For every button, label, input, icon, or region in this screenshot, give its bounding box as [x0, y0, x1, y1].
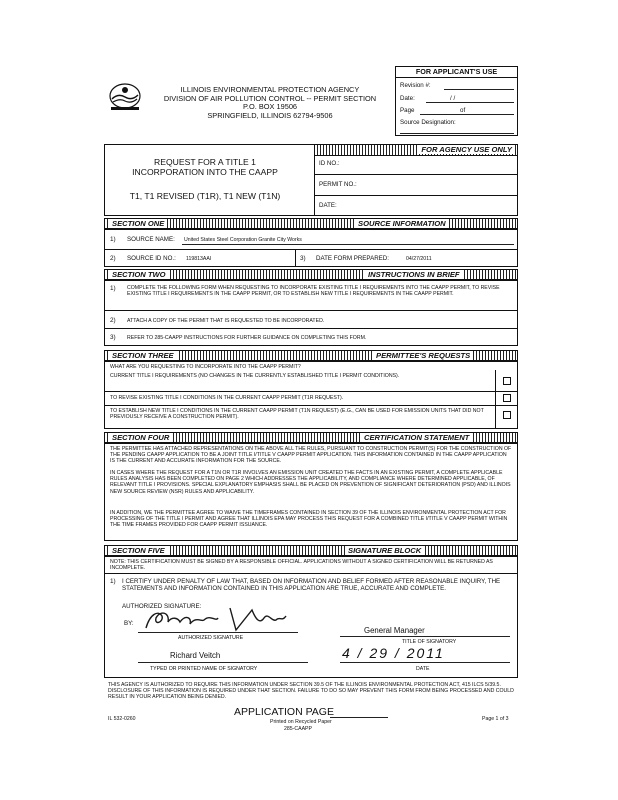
option-current-title1-checkbox[interactable] — [503, 377, 511, 385]
section-four-header: SECTION FOUR CERTIFICATION STATEMENT — [104, 432, 518, 443]
id-no-label: ID NO.: — [319, 160, 340, 167]
section-one-title: SOURCE INFORMATION — [355, 219, 449, 228]
request-title-line1: REQUEST FOR A TITLE 1 — [154, 157, 256, 167]
section-three-header: SECTION THREE PERMITTEE'S REQUESTS — [104, 350, 518, 361]
certification-paragraph-1: THE PERMITTEE HAS ATTACHED REPRESENTATIONS ON THE ABOVE ALL THE RULES, PURSUANT TO CONSTRUCTION PERMIT(S) FOR THE CONSTRUCTION OF THE PENDING CAAPP APPLICATION TO BE A JOINT TITLE I/TITLE V CAAPP PERMIT APPLICATION. THIS INFORMATION CONTAINED IN THE CAAPP APPLICATION IS THE CURRENT AND ACCURATE INFORMATION FOR THE SOURCE. — [110, 446, 512, 465]
source-name-label: SOURCE NAME: — [127, 236, 175, 243]
section-four-title: CERTIFICATION STATEMENT — [361, 433, 472, 442]
signature-date-value[interactable]: 4 / 29 / 2011 — [342, 645, 445, 661]
agency-date-label: DATE: — [319, 202, 337, 209]
revision-label: Revision #: — [400, 82, 431, 89]
source-name-value[interactable]: United States Steel Corporation Granite City Works — [184, 237, 302, 243]
request-title-line2: INCORPORATION INTO THE CAAPP — [132, 167, 278, 177]
request-title-line3: T1, T1 REVISED (T1R), T1 NEW (T1N) — [129, 191, 281, 201]
certification-paragraph-2: IN CASES WHERE THE REQUEST FOR A T1N OR T1R INVOLVES AN EMISSION UNIT CREATED THE FACTS IN AN EXISTING PERMIT, A COMPLETE APPLICABLE RULES ANALYSIS HAS BEEN COMPLETED ON PAGE 2 WHICH ADDRESSES THE APPLICABILITY, AND COMPLIANCE WHERE DETERMINED APPLICABLE, OF RELEVANT TITLE I PROVISIONS. SPECIAL EXPLANATORY EMPHASIS SHALL BE PLACED ON PREVENTION OF SIGNIFICANT DETERIORATION (PSD) AND ILLINOIS NEW SOURCE REVIEW (NSR) RULES AND APPLICABILITY. — [110, 470, 511, 495]
section-one-header: SECTION ONE SOURCE INFORMATION — [104, 218, 518, 229]
signatory-name-label: TYPED OR PRINTED NAME OF SIGNATORY — [150, 666, 258, 672]
agency-use-box — [314, 144, 518, 216]
form-reference: 285-CAAPP — [284, 726, 312, 732]
page-of-pages: Page 1 of 3 — [482, 716, 509, 722]
date-prepared-label: DATE FORM PREPARED: — [316, 255, 389, 262]
option-t1n-checkbox[interactable] — [503, 411, 511, 419]
instruction-2: ATTACH A COPY OF THE PERMIT THAT IS REQUESTED TO BE INCORPORATED. — [127, 318, 325, 324]
applicant-date-slashes: / / — [450, 95, 456, 102]
section-three-title: PERMITTEE'S REQUESTS — [373, 351, 473, 360]
authorized-signature-label: AUTHORIZED SIGNATURE — [178, 635, 244, 641]
signature-image — [140, 604, 290, 634]
section-two-title: INSTRUCTIONS IN BRIEF — [365, 270, 463, 279]
permit-no-label: PERMIT NO.: — [319, 181, 357, 188]
section-five-header: SECTION FIVE SIGNATURE BLOCK — [104, 545, 518, 556]
instruction-1: COMPLETE THE FOLLOWING FORM WHEN REQUESTING TO INCORPORATE EXISTING TITLE I REQUIREMENTS INTO THE CAAPP PERMIT, TO REVISE EXISTING TITLE I REQUIREMENTS IN THE CAAPP PERMIT, OR TO ESTABLISH NEW TITLE I REQUIREMENTS IN THE CAAPP PERMIT. — [127, 285, 500, 298]
page-of-label: of — [460, 107, 466, 114]
agency-name: ILLINOIS ENVIRONMENTAL PROTECTION AGENCY — [180, 85, 360, 94]
agency-use-title: FOR AGENCY USE ONLY — [418, 145, 515, 154]
po-box: P.O. BOX 19506 — [242, 102, 298, 112]
by-label: BY: — [124, 620, 134, 627]
section-two-header: SECTION TWO INSTRUCTIONS IN BRIEF — [104, 269, 518, 280]
recycled-paper-note: Printed on Recycled Paper — [270, 719, 332, 725]
source-id-value[interactable]: 119813AAI — [186, 256, 212, 262]
option-t1r-checkbox[interactable] — [503, 394, 511, 402]
signatory-title-value[interactable]: General Manager — [364, 626, 425, 635]
option-t1n: TO ESTABLISH NEW TITLE I CONDITIONS IN THE CURRENT CAAPP PERMIT (T1N REQUEST) (E.G., CAN BE USED FOR EMISSION UNITS THAT DID NOT PREVIOUSLY RECEIVE A CONSTRUCTION PERMIT). — [110, 408, 484, 421]
signatory-name-value[interactable]: Richard Veitch — [170, 651, 221, 660]
applicant-date-label: Date: — [400, 95, 415, 102]
section-five-title: SIGNATURE BLOCK — [345, 546, 424, 555]
signatory-title-label: TITLE OF SIGNATORY — [402, 639, 457, 645]
division-name: DIVISION OF AIR POLLUTION CONTROL -- PERMIT SECTION — [163, 93, 377, 103]
source-designation-label: Source Designation: — [400, 119, 456, 126]
form-number: IL 532-0260 — [108, 716, 136, 722]
date-prepared-value[interactable]: 04/27/2011 — [406, 256, 432, 262]
permittee-question: WHAT ARE YOU REQUESTING TO INCORPORATE INTO THE CAAPP PERMIT? — [110, 364, 301, 370]
agency-city: SPRINGFIELD, ILLINOIS 62794-9506 — [207, 110, 333, 120]
instruction-3: REFER TO 285-CAAPP INSTRUCTIONS FOR FURTHER GUIDANCE ON COMPLETING THIS FORM. — [127, 335, 367, 341]
certification-text: I CERTIFY UNDER PENALTY OF LAW THAT, BASED ON INFORMATION AND BELIEF FORMED AFTER REASONABLE INQUIRY, THE STATEMENTS AND INFORMATION CONTAINED IN THIS APPLICATION ARE TRUE, ACCURATE AND COMPLETE. — [122, 578, 501, 593]
applicant-use-title: FOR APPLICANT'S USE — [396, 67, 517, 78]
request-title-box — [104, 144, 314, 216]
disclosure-notice: THIS AGENCY IS AUTHORIZED TO REQUIRE THIS INFORMATION UNDER SECTION 39.5 OF THE ILLINOIS ENVIRONMENTAL PROTECTION ACT, 415 ILCS 5/39.5. DISCLOSURE OF THIS INFORMATION IS REQUIRED UNDER THAT SECTION. FAILURE TO DO SO MAY PREVENT THIS FORM FROM BEING PROCESSED AND COULD RESULT IN YOUR APPLICATION BEING DENIED. — [108, 682, 514, 701]
certification-paragraph-3: IN ADDITION, WE THE PERMITTEE AGREE TO WAIVE THE TIMEFRAMES CONTAINED IN SECTION 39 OF THE ILLINOIS ENVIRONMENTAL PROTECTION ACT FOR PROCESSING OF THE TITLE I PERMIT AND AGREE THAT ILLINOIS EPA MAY PROCESS THIS REQUEST FOR A COMBINED TITLE I/TITLE V CAAPP PERMIT WITHIN THE TIME FRAMES PROVIDED FOR CAAPP PERMIT ISSUANCE. — [110, 510, 508, 529]
source-id-label: SOURCE ID NO.: — [127, 255, 176, 262]
signature-date-label: DATE — [416, 666, 430, 672]
authorized-signature-heading: AUTHORIZED SIGNATURE: — [122, 603, 202, 610]
illinois-epa-logo — [108, 82, 142, 112]
option-current-title1: CURRENT TITLE I REQUIREMENTS (NO CHANGES IN THE CURRENTLY ESTABLISHED TITLE I PERMIT CONDITIONS). — [110, 373, 400, 379]
page-label: Page — [400, 107, 415, 114]
signature-note: NOTE: THIS CERTIFICATION MUST BE SIGNED BY A RESPONSIBLE OFFICIAL. APPLICATIONS WITHOUT A SIGNED CERTIFICATION WILL BE RETURNED AS INCOMPLETE. — [110, 559, 493, 572]
option-t1r: TO REVISE EXISTING TITLE I CONDITIONS IN THE CURRENT CAAPP PERMIT (T1R REQUEST). — [110, 395, 344, 401]
application-page-label: APPLICATION PAGE — [234, 706, 334, 718]
applicant-use-box — [395, 66, 518, 136]
